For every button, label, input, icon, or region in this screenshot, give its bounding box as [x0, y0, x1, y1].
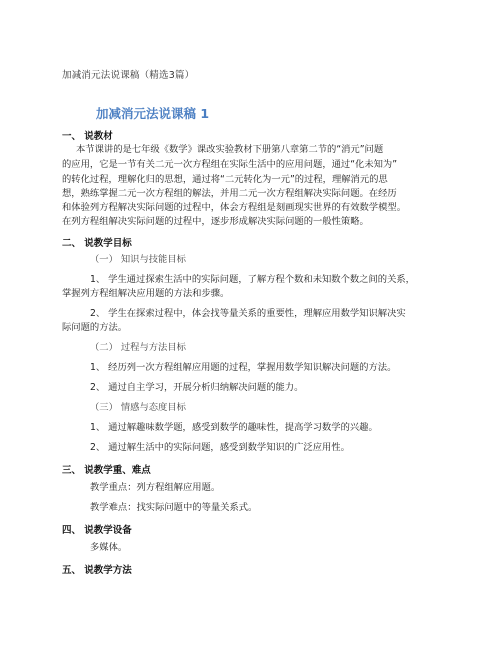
goal-item: 2、 学生在探索过程中，体会找等量关系的重要性，理解应用数学知识解决实 — [90, 308, 406, 319]
goal-subtitle: （三） 情感与态度目标 — [90, 402, 186, 413]
heading-teaching-goals: 二、 说教学目标 — [62, 238, 132, 249]
paragraph-line: 在列方程组解决实际问题的过程中，逐步形成解决实际问题的一般性策略。 — [62, 216, 369, 227]
paragraph-line: 的应用，它是一节有关二元一次方程组在实际生活中的应用问题，通过“化未知为” — [62, 159, 398, 170]
goal-subtitle: （一） 知识与技能目标 — [90, 254, 186, 265]
goal-item: 掌握列方程组解决应用题的方法和步骤。 — [62, 288, 230, 299]
section-heading: 加减消元法说课稿 1 — [96, 106, 210, 121]
document-title: 加减消元法说课稿（精选3篇） — [62, 70, 195, 81]
goal-item: 际问题的方法。 — [62, 322, 128, 333]
key-point-difficulty: 教学难点：找实际问题中的等量关系式。 — [90, 502, 258, 513]
heading-teaching-methods: 五、 说教学方法 — [62, 565, 132, 576]
goal-item: 1、 学生通过探索生活中的实际问题，了解方程个数和未知数个数之间的关系， — [90, 274, 415, 285]
paragraph-line: 本节课讲的是七年级《数学》课改实验教材下册第八章第二节的“消元”问题 — [76, 144, 384, 155]
goal-item: 2、 通过自主学习，开展分析归纳解决问题的能力。 — [90, 382, 304, 393]
heading-teaching-material: 一、 说教材 — [62, 131, 113, 142]
goal-subtitle: （二） 过程与方法目标 — [90, 342, 186, 353]
goal-item: 1、 通过解趣味数学题，感受到数学的趣味性，提高学习数学的兴趣。 — [90, 422, 378, 433]
paragraph-line: 想，熟练掌握二元一次方程组的解法，并用二元一次方程组解决实际问题。在经历 — [62, 188, 397, 199]
paragraph-line: 和体验列方程解决实际问题的过程中，体会方程组是刻画现实世界的有效数学模型。 — [62, 202, 406, 213]
heading-key-points: 三、 说教学重、难点 — [62, 465, 151, 476]
goal-item: 2、 通过解生活中的实际问题，感受到数学知识的广泛应用性。 — [90, 442, 350, 453]
paragraph-line: 的转化过程，理解化归的思想，通过将“二元转化为一元”的过程，理解消元的思 — [62, 174, 388, 185]
goal-item: 1、 经历列一次方程组解应用题的过程，掌握用数学知识解决问题的方法。 — [90, 362, 397, 373]
heading-equipment: 四、 说教学设备 — [62, 525, 132, 536]
key-point-focus: 教学重点：列方程组解应用题。 — [90, 482, 221, 493]
equipment-text: 多媒体。 — [90, 542, 128, 553]
